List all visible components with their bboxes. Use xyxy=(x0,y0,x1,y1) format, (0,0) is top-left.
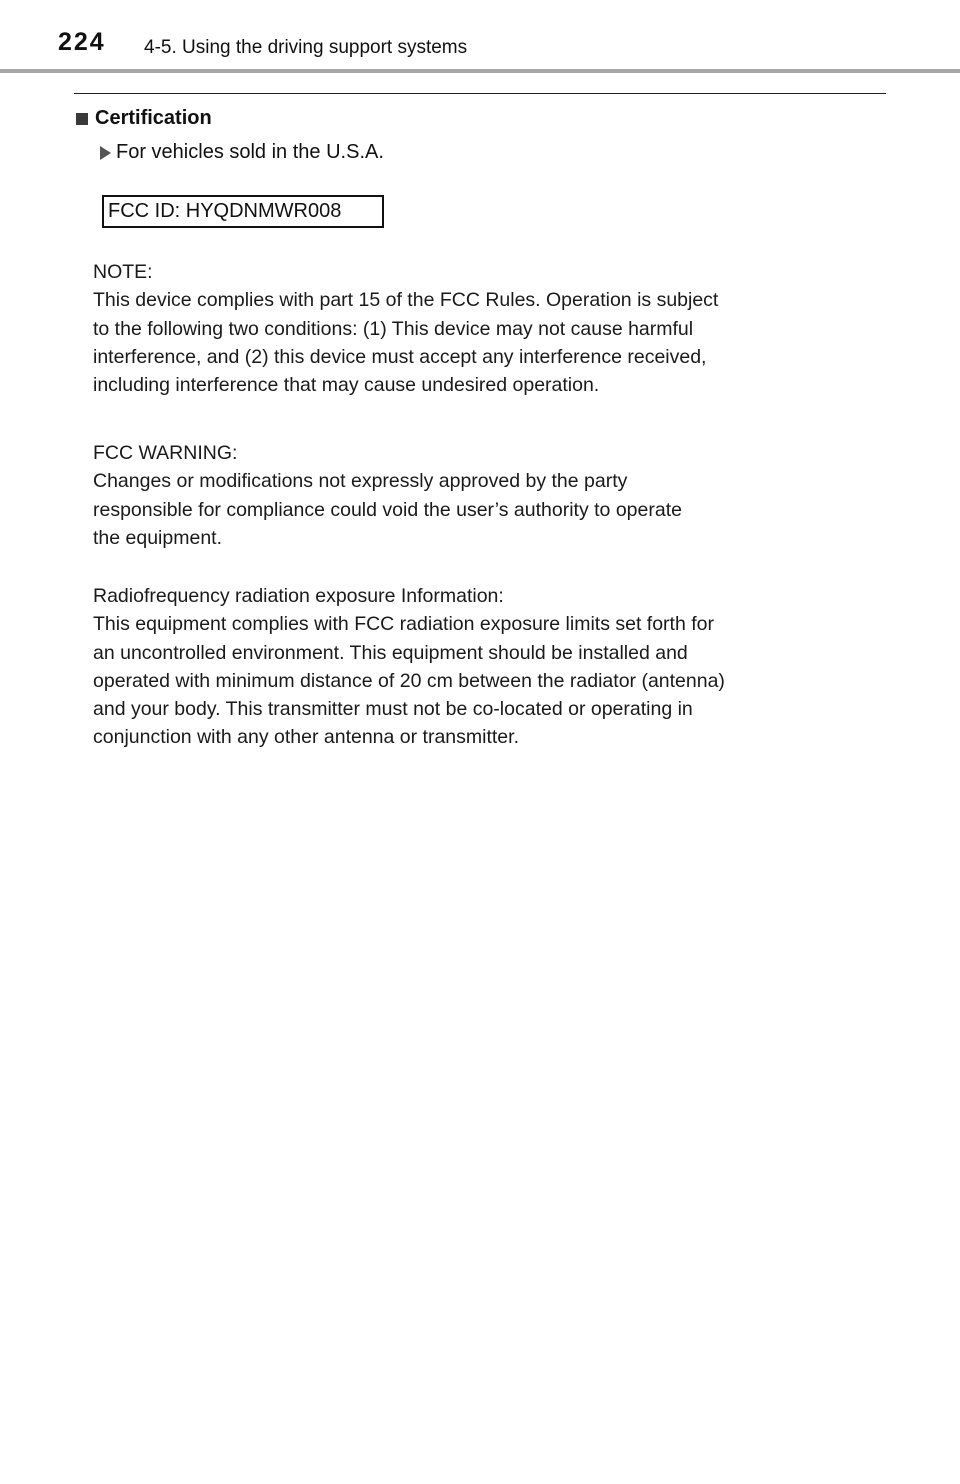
radiation-line: Radiofrequency radiation exposure Information: xyxy=(93,585,504,607)
radiation-paragraph xyxy=(93,582,883,752)
certification-heading-text: Certification xyxy=(95,107,212,129)
warning-paragraph xyxy=(93,439,883,552)
header-divider xyxy=(0,69,960,73)
note-line: interference, and (2) this device must accept any interference received, xyxy=(93,345,707,368)
note-line: This device complies with part 15 of the FCC Rules. Operation is subject xyxy=(93,289,719,312)
page-number: 224 xyxy=(58,28,106,56)
region-text: For vehicles sold in the U.S.A. xyxy=(116,141,384,163)
section-title: 4-5. Using the driving support systems xyxy=(144,37,468,58)
radiation-line: an uncontrolled environment. This equipment should be installed and xyxy=(93,641,688,664)
content-divider xyxy=(74,93,886,94)
fcc-id-box: FCC ID: HYQDNMWR008 xyxy=(102,195,384,228)
certification-heading xyxy=(76,107,212,130)
note-line: to the following two conditions: (1) This device may not cause harmful xyxy=(93,317,694,340)
radiation-line: This equipment complies with FCC radiation exposure limits set forth for xyxy=(93,613,714,636)
radiation-line: operated with minimum distance of 20 cm between the radiator (antenna) xyxy=(93,669,725,692)
warning-line: the equipment. xyxy=(93,526,223,549)
warning-line: responsible for compliance could void the user’s authority to operate xyxy=(93,498,682,521)
warning-line: Changes or modifications not expressly approved by the party xyxy=(93,470,628,493)
note-line: including interference that may cause undesired operation. xyxy=(93,374,600,397)
warning-line: FCC WARNING: xyxy=(93,442,238,464)
region-item xyxy=(100,141,384,164)
note-line: NOTE: xyxy=(93,261,153,283)
triangle-bullet-icon xyxy=(100,146,111,160)
square-bullet-icon xyxy=(76,113,88,125)
note-paragraph xyxy=(93,258,883,399)
page-header xyxy=(0,0,960,76)
radiation-line: and your body. This transmitter must not be co-located or operating in xyxy=(93,698,693,721)
radiation-line: conjunction with any other antenna or transmitter. xyxy=(93,726,519,749)
